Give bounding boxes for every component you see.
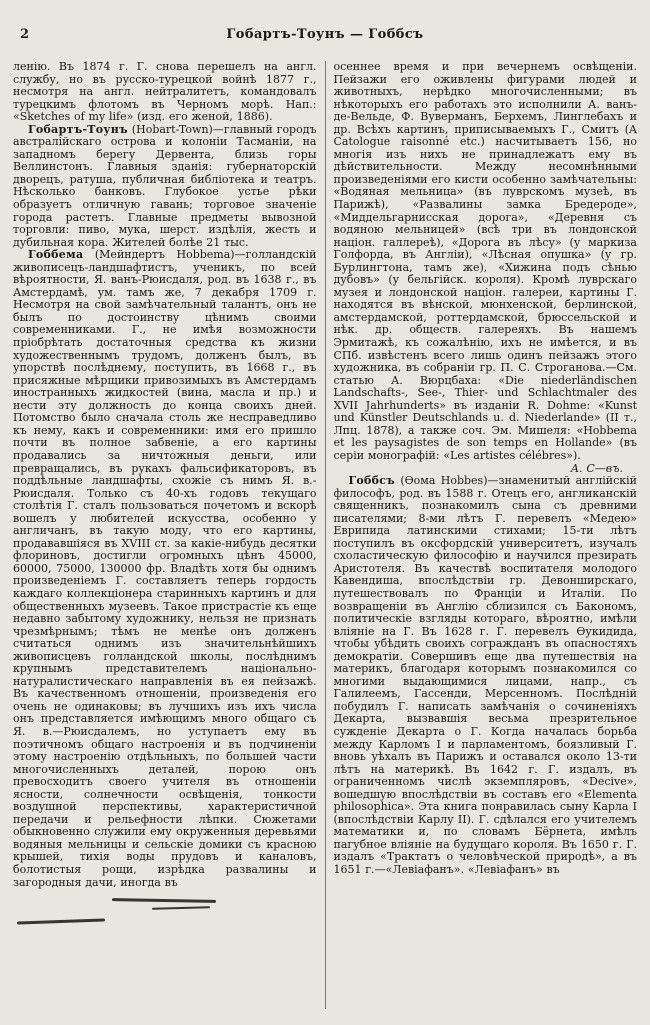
entry-headword: Гобартъ-Тоунъ [28, 122, 128, 136]
entry-headword: Гоббема [28, 248, 84, 262]
text-columns [0, 61, 650, 1009]
page-header [0, 0, 650, 49]
paragraph: Гобартъ-Тоунъ (Hobart-Town)—главный городъ австралійскаго острова и колоніи Тасманіи, на западномъ берегу Дервента, близь горы Веллинстонъ. Главныя зданія: губернаторскій дворецъ, ратуша, публичная библіотека и театръ. Нѣсколько банковъ. Глубокое устье рѣки образуетъ отличную гавань; торговое значеніе города растетъ. Главные предметы вывозной торговли: пиво, мука, шерст. издѣлія, жесть и дубильная кора. Жителей болѣе 21 тыс. [13, 122, 317, 249]
right-column [334, 61, 638, 1009]
left-column [13, 61, 317, 1009]
paragraph: ленію. Въ 1874 г. Г. снова перешелъ на англ. службу, но въ русско-турецкой войнѣ 1877 г., несмотря на англ. нейтралитетъ, командовалъ турецкимъ флотомъ въ Черномъ морѣ. Нап.: «Sketches of my life» (изд. его женой, 1886). [13, 61, 317, 124]
paragraph: Гоббема (Мейндертъ Hobbema)—голландскій живописецъ-ландшафтистъ, ученикъ, по всей вѣроятности, Я. ванъ-Рюисдаля, род. въ 1638 г., въ Амстердамѣ, ум. тамъ же, 7 декабря 1709 г. Несмотря на свой замѣчательный талантъ, онъ не былъ по достоинству цѣнимъ своими современниками. Г., не имѣя возможности пріобрѣтать достаточныя средства къ жизни художественнымъ трудомъ, долженъ былъ, въ упорствѣ послѣднему, поступить, въ 1668 г., въ присяжные мѣрщики привозимыхъ въ Амстердамъ иностранныхъ жидкостей (вина, масла и пр.) и нести эту должность до конца своихъ дней. Потомство было сначала столь же несправедливо къ нему, какъ и современники: имя его пришло почти въ полное забвеніе, а его картины продавались за ничтожныя деньги, или превращались, въ рукахъ фальсификаторовъ, въ поддѣльные ландшафты, схожіе съ нимъ Я. в.-Рюисдаля. Только съ 40-хъ годовъ текущаго столѣтія Г. сталъ пользоваться почетомъ и вскорѣ вошелъ у любителей искусства, особенно у англичанъ, въ такую моду, что его картины, продававшіяся въ XVIII ст. за какіе-нибудь десятки флориновъ, достигли огромныхъ цѣнъ 45000, 60000, 75000, 130000 фр. Владѣть хотя бы однимъ произведеніемъ Г. составляетъ теперь гордость каждаго коллекціонера старинныхъ картинъ и для общественныхъ музеевъ. Такое пристрастіе къ еще недавно забытому художнику, нельзя не признать чрезмѣрнымъ; тѣмъ не менѣе онъ долженъ считаться однимъ изъ значительнѣйшихъ живописцевъ голландской школы, послѣднимъ крупнымъ представителемъ національно-натуралистическаго направленія въ ея пейзажѣ. Въ качественномъ отношеніи, произведенія его очень не одинаковы; въ лучшихъ изъ ихъ числа онъ представляется имѣющимъ много общаго съ Я. в.—Рюисдалемъ, но уступаетъ ему въ поэтичномъ общаго настроенія и въ подчиненіи этому настроенію отдѣльныхъ, по большей части многочисленныхъ деталей, порою онъ превосходитъ своего учителя въ отношеніи ясности, солнечности освѣщенія, тонкости воздушной перспективы, характеристичной передачи и рельефности лѣпки. Сюжетами обыкновенно служили ему окруженныя деревьями водяныя мельницы и сельскіе домики съ красною крышей, тихія воды прудовъ и каналовъ, болотистыя рощи, изрѣдка развалины и загородныя дачи, иногда въ [13, 248, 317, 889]
entry-headword: Гоббсъ [348, 474, 396, 488]
running-title: Гобартъ-Тоунъ — Гоббсъ [226, 27, 424, 42]
column-divider [325, 61, 326, 1009]
paragraph: осеннее время и при вечернемъ освѣщеніи. Пейзажи его оживлены фигурами людей и животныхъ, нерѣдко многочисленными; въ нѣкоторыхъ его работахъ это исполнили А. ванъ-де-Вельде, Ф. Вуверманъ, Берхемъ, Линглебахъ и др. Всѣхъ картинъ, приписываемыхъ Г., Смитъ (A Catologue raisonné etc.) насчитываетъ 156, но многія изъ нихъ не принадлежатъ ему въ дѣйствительности. Между несомнѣнными произведеніями его кисти особенно замѣчательны: «Водяная мельница» (въ луврскомъ музеѣ, въ Парижѣ), «Развалины замка Бредероде», «Миддельгарнисская дорога», «Деревня съ водяною мельницей» (всѣ три въ лондонской націон. галлереѣ), «Дорога въ лѣсу» (у маркиза Голфорда, въ Англіи), «Лѣсная опушка» (у гр. Бурлингтона, тамъ же), «Хижина подъ сѣнью дубовъ» (у бельгійск. короля). Кромѣ луврскаго музея и лондонской націон. галереи, картины Г. находятся въ вѣнской, мюнхенской, берлинской, амстердамской, роттердамской, брюссельской и нѣк. др. обществ. галереяхъ. Въ нашемъ Эрмитажѣ, къ сожалѣнію, ихъ не имѣется, и въ СПб. извѣстенъ всего лишь одинъ пейзажъ этого художника, въ собраніи гр. П. С. Строганова.—См. статью А. Вюрцбаха: «Die niederländischen Landschafts-, See-, Thier- und Schlachtmaler des XVII Jahrhunderts» въ изданіи R. Dohme: «Kunst und Künstler Deutschlands u. d. Niederlande» (II т., Лпц. 1878), а также соч. Эм. Мишеля: «Hobbema et les paysagistes de son temps en Hollande» (въ серіи монографій: «Les artistes célébres»). [333, 61, 637, 462]
author-signature: А. С—въ. [570, 461, 623, 475]
page-number: 2 [20, 27, 30, 42]
paragraph: Гоббсъ (Ѳома Hobbes)—знаменитый англійскій философъ, род. въ 1588 г. Отецъ его, англиканскій священникъ, познакомилъ сына съ древними писателями; 8-ми лѣтъ Г. перевелъ «Медею» Еврипида латинскими стихами; 15-ти лѣтъ поступилъ въ оксфордскій университетъ, изучалъ схоластическую философію и научился презирать Аристотеля. Въ качествѣ воспитателя молодого Кавендиша, впослѣдствіи гр. Девонширскаго, путешествовалъ по Франціи и Италіи. По возвращеніи въ Англію сблизился съ Бакономъ, политическіе взгляды котораго, вѣроятно, имѣли вліяніе на Г. Въ 1628 г. Г. перевелъ Ѳукидида, чтобы убѣдить своихъ согражданъ въ опасностяхъ демократіи. Совершивъ еще два путешествія на материкъ, благодаря которымъ познакомился со многими выдающимися лицами, напр., съ Галилеемъ, Гассенди, Мерсенномъ. Послѣдній побудилъ Г. написать замѣчанія о сочиненіяхъ Декарта, вызвавшія весьма презрительное сужденіе Декарта о Г. Когда началась борьба между Карломъ I и парламентомъ, боязливый Г. вновь уѣхалъ въ Парижъ и оставался около 13-ти лѣтъ на материкѣ. Въ 1642 г. Г. издалъ, въ ограниченномъ числѣ экземпляровъ, «Decive», вошедшую впослѣдствіи въ составъ его «Elementa philosophica». Эта книга понравилась сыну Карла I (впослѣдствіи Карлу II). Г. сдѣлался его учителемъ математики и, по словамъ Бёрнета, имѣлъ пагубное вліяніе на будущаго короля. Въ 1650 г. Г. издалъ «Трактатъ о человѣческой природѣ», а въ 1651 г.—«Левіафанъ». «Левіафанъ» въ [333, 474, 637, 876]
